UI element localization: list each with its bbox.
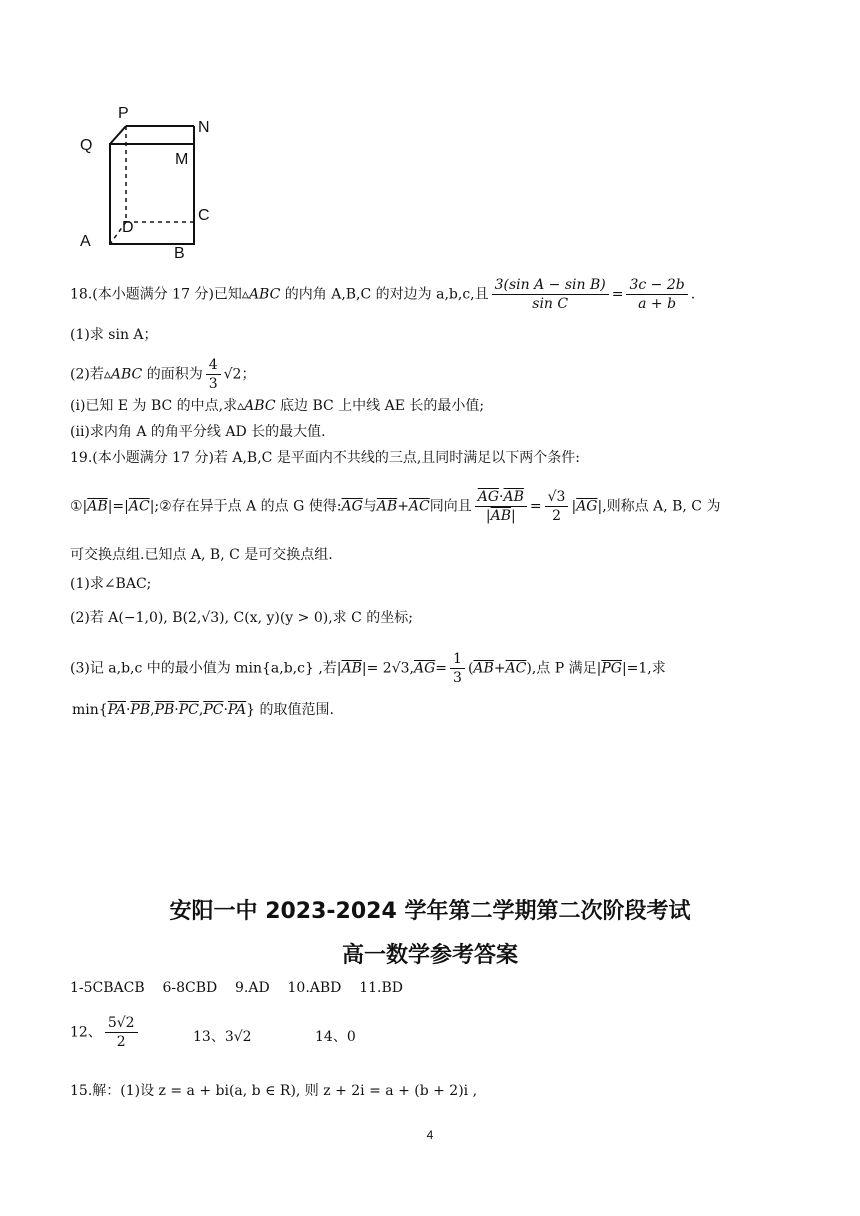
vec-AG-2: $\overline{AG}$: [576, 498, 598, 515]
vec-PG: $\overline{PG}$: [601, 660, 622, 677]
q18-area-den: 3: [206, 374, 221, 393]
label-C: C: [198, 207, 210, 224]
vec-AB: $\overline{AB}$: [87, 498, 108, 515]
q18-part2-pre: (2)若: [70, 366, 104, 383]
label-B: B: [174, 245, 185, 262]
q19-p3-d: (: [467, 660, 474, 677]
page-number: 4: [426, 1128, 434, 1142]
q19-p3-a: (3)记 a,b,c 中的最小值为 min{a,b,c} ,若|: [70, 660, 342, 677]
q19-third-num: 1: [453, 651, 462, 667]
answers-multiple-choice: 1-5CBACB 6-8CBD 9.AD 10.ABD 11.BD: [70, 980, 403, 996]
q18-stem: [70, 276, 695, 313]
q19-c1-c: |;②存在异于点 A 的点 G 使得:: [149, 498, 342, 515]
answer-13: 13、3√2: [193, 1029, 252, 1045]
vec-AC-2: $\overline{AC}$: [408, 498, 430, 515]
q18-frac-left-den: sin C: [492, 294, 609, 313]
q18-part2: [70, 356, 255, 393]
vec-PA-2: $\overline{PA}$: [227, 702, 247, 718]
q19-definition: 可交换点组.已知点 A, B, C 是可交换点组.: [70, 547, 333, 563]
q19-proj-num: [475, 488, 527, 506]
q19-c1-f: |,则称点 A, B, C 为: [597, 498, 721, 515]
q19-coef-num: √3: [547, 489, 566, 505]
dot-1: ·: [125, 702, 131, 718]
q18-head: 18.(本小题满分 17 分)已知: [70, 286, 242, 303]
q19-proj-den: [475, 506, 527, 525]
q18-i-tri: ABC: [244, 398, 276, 414]
q19-dot: ·: [499, 489, 504, 505]
q18-frac-right-den: a + b: [626, 294, 687, 313]
q19-c1-b: |=|: [107, 498, 129, 515]
q19-part2: (2)若 A(−1,0), B(2,√3), C(x, y)(y > 0),求 C 的坐标;: [70, 610, 413, 626]
q19-part3: [70, 650, 666, 687]
label-N: N: [198, 119, 210, 136]
q18-area-frac: [206, 356, 221, 393]
answer-12-frac: [105, 1014, 138, 1051]
label-P: P: [118, 105, 129, 122]
q18-area-num: 4: [208, 357, 218, 373]
q18-mid: 的内角 A,B,C 的对边为 a,b,c,且: [280, 286, 489, 303]
answer-14: 14、0: [315, 1029, 356, 1045]
vec-PC-2: $\overline{PC}$: [203, 702, 224, 718]
q18-i-end: 底边 BC 上中线 AE 长的最小值;: [275, 398, 485, 414]
q19-conditions: [70, 488, 720, 525]
q19-part1: (1)求∠BAC;: [70, 576, 152, 592]
q18-frac-left-num: 3(sin A − sin B): [494, 277, 606, 293]
q19-p3-c: =: [435, 660, 448, 677]
q18-part2-mid: 的面积为: [142, 366, 203, 383]
q19-coef-den: 2: [545, 506, 569, 525]
q18-frac-right: [626, 276, 687, 313]
q19-p3-e: ),点 P 满足|: [526, 660, 602, 677]
q19-bar-l2: |: [571, 498, 577, 515]
answer-key-title: 安阳一中 2023-2024 学年第二学期第二次阶段考试: [169, 899, 691, 924]
answer-12-den: 2: [105, 1032, 138, 1051]
q19-bar-l: |: [485, 508, 491, 524]
vec-PA: $\overline{PA}$: [107, 702, 126, 718]
vec-AG: $\overline{AG}$: [341, 498, 363, 515]
q18-part-ii: (ii)求内角 A 的角平分线 AD 长的最大值.: [70, 424, 326, 440]
triangle-icon: ▵: [103, 366, 111, 383]
vec-AB-2: $\overline{AB}$: [376, 498, 398, 515]
q18-area-root: √2: [223, 366, 242, 383]
q18-part2-end: ；: [241, 366, 256, 383]
comma-1: ,: [150, 702, 155, 718]
vec-AG-3: $\overline{AG}$: [413, 660, 436, 677]
comma-2: ,: [198, 702, 204, 718]
q18-part1: (1)求 sin A；: [70, 327, 158, 343]
vec-PB-2: $\overline{PB}$: [154, 702, 175, 718]
q19-p4-b: } 的取值范围.: [246, 702, 334, 718]
label-A: A: [80, 233, 91, 250]
q18-eq: =: [611, 286, 624, 303]
vec-AG-num: $\overline{AG}$: [477, 489, 500, 505]
label-Q: Q: [80, 137, 93, 154]
q19-eqs: =: [529, 498, 542, 515]
q19-p3-b: |= 2√3,: [361, 660, 414, 677]
triangle-icon: ▵: [241, 286, 249, 303]
answer-12-num: 5√2: [107, 1015, 135, 1031]
q19-plus: +: [397, 498, 409, 515]
q19-plus-2: +: [493, 660, 506, 677]
q19-third-den: 3: [450, 668, 465, 687]
vec-AB-den: $\overline{AB}$: [490, 508, 512, 524]
q18-frac-left: [492, 276, 609, 313]
answer-15-line: 15.解：(1)设 z = a + bi(a, b ∈ R), 则 z + 2i = a + (b + 2)i ,: [70, 1083, 478, 1099]
q18-i-text: (i)已知 E 为 BC 的中点,求: [70, 398, 238, 414]
q19-c1-d: 与: [362, 498, 377, 515]
q18-end: .: [690, 286, 696, 303]
answers-fill-in: [70, 1014, 141, 1051]
q18-frac-right-num: 3c − 2b: [629, 277, 685, 293]
vec-PB: $\overline{PB}$: [130, 702, 151, 718]
q18-part-i: [70, 396, 484, 416]
answer-12-label: 12、: [70, 1024, 102, 1041]
vec-AB-num: $\overline{AB}$: [503, 489, 524, 505]
triangle-icon: ▵: [237, 398, 245, 414]
vec-AB-3: $\overline{AB}$: [341, 660, 362, 677]
q19-c1-e: 同向且: [429, 498, 472, 515]
q19-third-frac: [450, 650, 465, 687]
q19-p3-f: |=1,求: [621, 660, 666, 677]
vec-PC: $\overline{PC}$: [178, 702, 199, 718]
cuboid-diagram: [70, 100, 230, 265]
cuboid-figure: [70, 100, 230, 265]
vec-AC-3: $\overline{AC}$: [505, 660, 527, 677]
q19-c1-a: ①|: [70, 498, 88, 515]
q18-part2-tri: ABC: [110, 366, 143, 383]
q19-head: 19.(本小题满分 17 分)若 A,B,C 是平面内不共线的三点,且同时满足以下两个条件:: [70, 450, 580, 466]
q18-tri: ABC: [248, 286, 281, 303]
vec-AC: $\overline{AC}$: [128, 498, 150, 515]
q19-bar-r: |: [511, 508, 516, 524]
label-D: D: [122, 219, 134, 236]
q19-p4-a: min{: [72, 702, 108, 718]
answer-key-subtitle: 高一数学参考答案: [341, 943, 518, 968]
dot-3: ·: [223, 702, 228, 718]
q19-proj-frac: [475, 488, 527, 525]
label-M: M: [175, 151, 189, 168]
q19-part3-min: [72, 700, 334, 720]
dot-2: ·: [174, 702, 179, 718]
q19-coef-frac: [545, 488, 569, 525]
vec-AB-4: $\overline{AB}$: [473, 660, 494, 677]
